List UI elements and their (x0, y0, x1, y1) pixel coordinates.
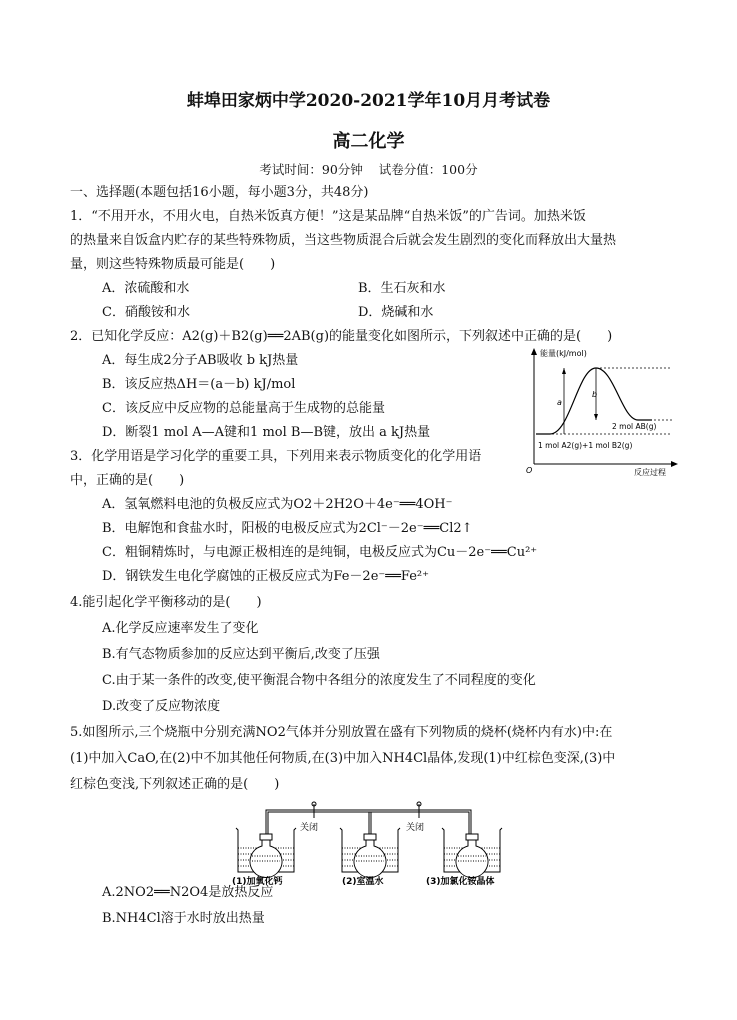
x-axis-arrow-icon (671, 461, 678, 467)
energy-products-label: 2 mol AB(g) (612, 422, 657, 431)
energy-ylabel: 能量(kJ/mol) (540, 349, 587, 358)
q4-stem: 4.能引起化学平衡移动的是( ) (70, 595, 262, 610)
subject-title: 高二化学 (332, 131, 405, 152)
q1-option-b[interactable]: B．生石灰和水 (358, 281, 446, 296)
q3-option-a[interactable]: A．氢氧燃料电池的负极反应式为O2＋2H2O＋4e⁻══4OH⁻ (102, 497, 453, 512)
q4-option-a[interactable]: A.化学反应速率发生了变化 (102, 621, 259, 636)
close-label-2: 关闭 (406, 823, 425, 833)
q2-stem-equation: A2(g)＋B2(g)══2AB(g) (182, 329, 330, 344)
q1-stem-line1: 1．“不用开水，不用火电，自热米饭真方便！”这是某品牌“自热米饭”的广告词。加热米饭 (70, 209, 586, 224)
exam-info (0, 160, 737, 178)
q2-option-b[interactable]: B．该反应热ΔH＝(a－b) kJ/mol (102, 377, 296, 392)
q1-option-a[interactable]: A．浓硫酸和水 (102, 281, 190, 296)
exam-title: 蚌埠田家炳中学2020-2021学年10月月考试卷 (186, 91, 551, 111)
q5-stem-line1: 5.如图所示,三个烧瓶中分别充满NO2气体并分别放置在盛有下列物质的烧杯(烧杯内有水)中:在 (70, 725, 613, 740)
q5-option-a[interactable]: A.2NO2══N2O4是放热反应 (102, 885, 274, 900)
y-axis-arrow-icon (531, 348, 537, 355)
beaker-2 (340, 828, 400, 877)
q2-stem-prefix: 2．已知化学反应： (70, 329, 183, 344)
beaker-3-label: (3)加氯化铵晶体 (426, 877, 495, 886)
q2-stem-suffix: 的能量变化如图所示，下列叙述中正确的是( ) (329, 329, 613, 344)
energy-xlabel: 反应过程 (634, 468, 666, 476)
q5-option-b[interactable]: B.NH4Cl溶于水时放出热量 (102, 911, 265, 926)
q1-stem-line2: 的热量来自饭盒内贮存的某些特殊物质，当这些物质混合后就会发生剧烈的变化而释放出大量热 (70, 233, 617, 248)
q4-option-b[interactable]: B.有气态物质参加的反应达到平衡后,改变了压强 (102, 647, 380, 662)
exam-time: 考试时间：90分钟 (259, 162, 363, 177)
q2-stem (70, 328, 612, 346)
arrow-b-icon (594, 414, 598, 420)
beaker-1-label: (1)加氧化钙 (232, 877, 283, 886)
q4-option-d[interactable]: D.改变了反应物浓度 (102, 699, 221, 714)
q3-option-d[interactable]: D．钢铁发生电化学腐蚀的正极反应式为Fe－2e⁻══Fe²⁺ (102, 569, 429, 584)
energy-reactants-label: 1 mol A2(g)+1 mol B2(g) (538, 441, 633, 450)
q5-stem-line2: (1)中加入CaO,在(2)中不加其他任何物质,在(3)中加入NH4Cl晶体,发现(1)中红棕色变深,(3)中 (70, 751, 616, 766)
energy-label-a: a (557, 398, 562, 407)
q5-stem-line3: 红棕色变浅,下列叙述正确的是( ) (70, 777, 280, 792)
energy-diagram (522, 346, 682, 476)
arrow-a-icon (562, 368, 566, 374)
energy-origin: O (526, 466, 533, 475)
energy-label-b: b (592, 390, 598, 399)
q2-option-c[interactable]: C．该反应中反应物的总能量高于生成物的总能量 (102, 401, 385, 416)
q1-option-c[interactable]: C．硝酸铵和水 (102, 305, 190, 320)
q3-stem-line2: 中，正确的是( ) (70, 473, 185, 488)
beaker-3 (442, 828, 502, 877)
beaker-1 (236, 828, 296, 877)
q1-stem-line3: 量，则这些特殊物质最可能是( ) (70, 257, 276, 272)
q2-option-d[interactable]: D．断裂1 mol A—A键和1 mol B—B键，放出 a kJ热量 (102, 425, 431, 440)
section-heading: 一、选择题(本题包括16小题，每小题3分，共48分) (70, 185, 369, 200)
q4-option-c[interactable]: C.由于某一条件的改变,使平衡混合物中各组分的浓度发生了不同程度的变化 (102, 673, 536, 688)
apparatus-diagram (226, 800, 516, 886)
q1-option-d[interactable]: D．烧碱和水 (358, 305, 434, 320)
q2-option-a[interactable]: A．每生成2分子AB吸收 b kJ热量 (102, 353, 299, 368)
exam-score: 试卷分值：100分 (378, 162, 478, 177)
q3-option-c[interactable]: C．粗铜精炼时，与电源正极相连的是纯铜，电极反应式为Cu－2e⁻══Cu²⁺ (102, 545, 538, 560)
q3-stem-line1: 3．化学用语是学习化学的重要工具，下列用来表示物质变化的化学用语 (70, 449, 482, 464)
close-label-1: 关闭 (300, 823, 319, 833)
q3-option-b[interactable]: B．电解饱和食盐水时，阳极的电极反应式为2Cl⁻－2e⁻══Cl2↑ (102, 521, 473, 536)
beaker-2-label: (2)室温水 (342, 877, 384, 886)
